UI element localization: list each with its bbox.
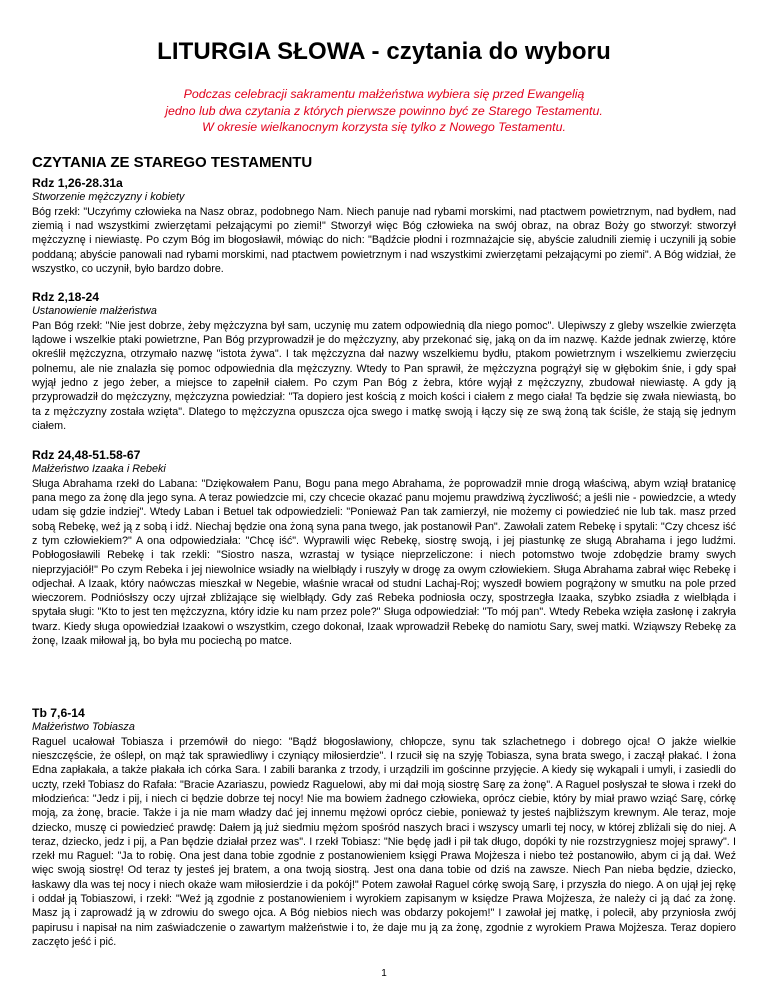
reading-reference: Tb 7,6-14 xyxy=(32,706,85,720)
reading-text: Sługa Abrahama rzekł do Labana: "Dziękowałem Panu, Bogu pana mego Abrahama, że poprowadził mnie drogą właściwą, abym wziął bratanicę pana mego za żonę dla jego syna. A teraz powiedzcie mi, czy chcecie okazać panu mojemu prawdziwą życzliwość; a jeśli nie - powiedzcie, a wtedy udam się gdzie indziej". Wtedy Laban i Betuel tak odpowiedzieli: "Ponieważ Pan tak zamierzył, nie możemy ci powiedzieć nie lub tak. masz przed sobą Rebekę, weź ją z sobą i idź. Niechaj będzie ona żoną syna pana twego, jak postanowił Pan". Zawołali zatem Rebekę i spytali: "Czy chcesz iść z tym człowiekiem?" A ona odpowiedziała: "Chcę iść". Wyprawili więc Rebekę, siostrę swoją, i jej piastunkę ze sługą Abrahama i jego ludźmi. Pobłogosławili Rebekę i tak rzekli: "Siostro nasza, wzrastaj w tysiące nieprzeliczone: i niech potomstwo twoje zdobędzie bramy swych nieprzyjaciół!" Po czym Rebeka i jej niewolnice wsiadły na wielbłądy i ruszyły w drogę za owym człowiekiem. Sługa Abrahama zabrał więc Rebekę i odjechał. A Izaak, który naówczas mieszkał w Negebie, właśnie wracał od studni Lachaj-Roj; wyszedł bowiem pogrążony w smutku na pole przed wieczorem. Podniósłszy oczy ujrzał zbliżające się wielbłądy. Gdy zaś Rebeka podniosła oczy, spostrzegła Izaaka, szybko zsiadła z wielbłąda i spytała sługi: "Kto to jest ten mężczyzna, który idzie ku nam przez pole?" Sługa odpowiedział: "To mój pan". Wtedy Rebeka wzięła zasłonę i zakryła twarz. Kiedy sługa opowiedział Izaakowi o wszystkim, czego dokonał, Izaak wprowadził Rebekę do namiotu Sary, swej matki. Wziąwszy Rebekę za żonę, Izaak miłował ją, bo była mu pociechą po matce. xyxy=(32,477,736,648)
intro-line: jedno lub dwa czytania z których pierwsze powinno być ze Starego Testamentu. xyxy=(165,103,603,118)
reading-rdz-24 xyxy=(32,448,736,648)
page-number: 1 xyxy=(381,968,387,979)
reading-rdz-2 xyxy=(32,290,736,433)
reading-text: Raguel ucałował Tobiasza i przemówił do niego: "Bądź błogosławiony, chłopcze, synu tak szlachetnego i dobrego ojca! O jakże wielkie nieszczęście, że oślepł, on mąż tak sprawiedliwy i czyniący miłosierdzie". I rzucił się na szyję Tobiasza, syna brata swego, i zaczął płakać. I żona Edna zapłakała, a także płakała ich córka Sara. I zabili baranka z trzody, i urządzili im gościnne przyjęcie. A kiedy się wykąpali i umyli, i zasiedli do uczty, rzekł Tobiasz do Rafała: "Bracie Azariaszu, powiedz Raguelowi, aby mi dał moją siostrę Sarę za żonę". A Raguel posłyszał te słowa i rzekł do młodzieńca: "Jedz i pij, i niech ci będzie dobrze tej nocy! Nie ma bowiem żadnego człowieka, oprócz ciebie, który by miał prawo wziąć Sarę, córkę moją, za żonę, bracie. Także i ja nie mam władzy dać jej innemu mężowi oprócz ciebie, ponieważ ty jesteś najbliższym krewnym. Ale teraz, moje dziecko, muszę ci powiedzieć prawdę: Dałem ją już siedmiu mężom spośród naszych braci i wszyscy umarli tej nocy, w której zbliżali się do niej. A teraz, dziecko, jedz i pij, a Pan będzie działał przez was". I rzekł Tobiasz: "Nie będę jadł i pił tak długo, dopóki ty nie rozstrzygniesz mojej sprawy". I rzekł mu Raguel: "Ja to robię. Ona jest dana tobie zgodnie z postanowieniem księgi Prawa Mojżesza i niebo też postanowiło, abym ci ją dał. Weź więc swoją siostrę! Od teraz ty jesteś jej bratem, a ona twoją siostrą. Jest ona dana tobie od dziś na zawsze. Niech Pan nieba będzie, dziecko, łaskawy dla was tej nocy i niech okaże wam miłosierdzie i da pokój!" Potem zawołał Raguel córkę swoją Sarę, i przyszła do niego. A on ujął jej rękę i oddał ją Tobiaszowi, i rzekł: "Weź ją zgodnie z postanowieniem i wyrokiem zapisanym w księdze Prawa Mojżesza, że należy ci ją dać za żonę. Masz ją i zaprowadź ją w zdrowiu do swego ojca. A Bóg niebios niech was obdarzy pokojem!" I zawołał jej matkę, i polecił, aby przyniosła zwój papirusu i napisał na nim zaświadczenie o zawartym małżeństwie i to, że daje mu ją za żonę, zgodnie z wyrokiem Prawa Mojżesza. Teraz dopiero zaczęto jeść i pić. xyxy=(32,735,736,948)
intro-line: W okresie wielkanocnym korzysta się tylko z Nowego Testamentu. xyxy=(202,120,566,135)
reading-reference: Rdz 2,18-24 xyxy=(32,290,100,304)
section-title: CZYTANIA ZE STAREGO TESTAMENTU xyxy=(32,154,313,171)
reading-subtitle: Małżeństwo Izaaka i Rebeki xyxy=(32,463,166,475)
reading-reference: Rdz 1,26-28.31a xyxy=(32,176,123,190)
reading-rdz-1 xyxy=(32,176,736,276)
reading-reference: Rdz 24,48-51.58-67 xyxy=(32,448,141,462)
reading-subtitle: Małżeństwo Tobiasza xyxy=(32,721,135,733)
reading-text: Bóg rzekł: "Uczyńmy człowieka na Nasz obraz, podobnego Nam. Niech panuje nad rybami morskimi, nad ptactwem powietrznym, nad bydłem, nad ziemią i nad wszystkimi zwierzętami pełzającymi po ziemi!" Stworzył więc Bóg człowieka na swój obraz, na obraz Boży go stworzył: stworzył mężczyznę i niewiastę. Po czym Bóg im błogosławił, mówiąc do nich: "Bądźcie płodni i rozmnażajcie się, abyście zaludnili ziemię i uczynili ją sobie poddaną; abyście panowali nad rybami morskimi, nad ptactwem powietrznym i nad wszystkimi zwierzętami pełzającymi po ziemi". A Bóg widział, że wszystko, co uczynił, było bardzo dobre. xyxy=(32,205,736,275)
reading-tb-7 xyxy=(32,706,736,949)
page-title: LITURGIA SŁOWA - czytania do wyboru xyxy=(157,38,611,65)
reading-subtitle: Ustanowienie małżeństwa xyxy=(32,305,157,317)
intro-note xyxy=(60,86,708,136)
reading-subtitle: Stworzenie mężczyzny i kobiety xyxy=(32,191,185,203)
reading-text: Pan Bóg rzekł: "Nie jest dobrze, żeby mężczyzna był sam, uczynię mu zatem odpowiednią dla niego pomoc". Ulepiwszy z gleby wszelkie zwierzęta lądowe i wszelkie ptaki powietrzne, Pan Bóg przyprowadził je do mężczyzny, aby przekonać się, jaką on da im nazwę. Każde jednak zwierzę, które określił mężczyzna, otrzymało nazwę "istota żywa". I tak mężczyzna dał nazwy wszelkiemu bydłu, ptakom powietrznym i wszelkiemu zwierzęciu polnemu, ale nie znalazła się pomoc odpowiednia dla mężczyzny. Wtedy to Pan sprawił, że mężczyzna pogrążył się w głębokim śnie, i gdy spał wyjął jedno z jego żeber, a miejsce to zapełnił ciałem. Po czym Pan Bóg z żebra, które wyjął z mężczyzny, zbudował niewiastę. A gdy ją przyprowadził do mężczyzny, mężczyzna powiedział: "Ta dopiero jest kością z moich kości i ciałem z mego ciała! Ta będzie się zwała niewiastą, bo ta z mężczyzny została wzięta". Dlatego to mężczyzna opuszcza ojca swego i matkę swoją i łączy się ze swą żoną tak ściśle, że stają się jednym ciałem. xyxy=(32,319,736,432)
intro-line: Podczas celebracji sakramentu małżeństwa wybiera się przed Ewangelią xyxy=(183,87,585,101)
